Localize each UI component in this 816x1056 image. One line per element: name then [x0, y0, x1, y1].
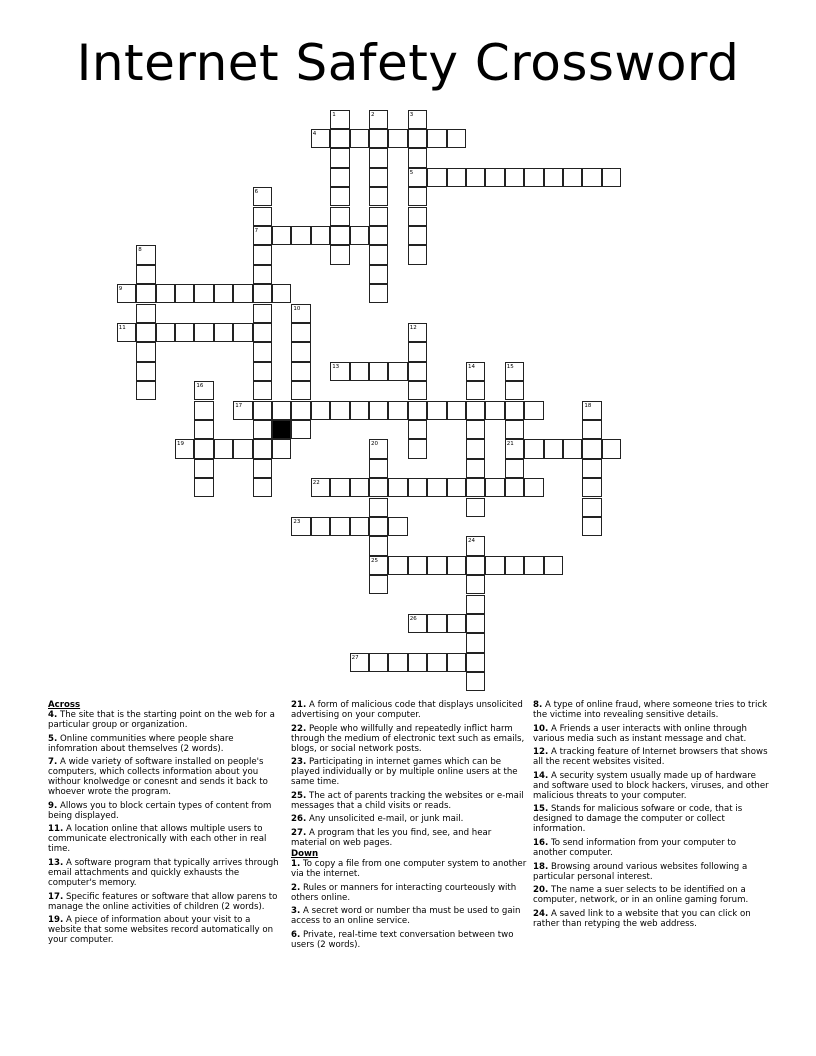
crossword-cell[interactable]: [369, 478, 388, 497]
crossword-cell[interactable]: [272, 284, 291, 303]
crossword-cell[interactable]: [408, 420, 427, 439]
clue-number-label: 24: [468, 538, 475, 545]
crossword-cell[interactable]: [369, 265, 388, 284]
crossword-cell[interactable]: [427, 556, 446, 575]
crossword-cell[interactable]: [272, 226, 291, 245]
clue-column-1: [48, 700, 284, 949]
crossword-cell[interactable]: [369, 226, 388, 245]
crossword-cell[interactable]: [350, 226, 369, 245]
clue-down-1: 1. To copy a file from one computer system to another via the internet.: [291, 858, 527, 879]
clue-down-3: 3. A secret word or number tha must be used to gain access to an online service.: [291, 906, 521, 927]
crossword-cell[interactable]: [330, 226, 349, 245]
crossword-cell[interactable]: [194, 284, 213, 303]
crossword-cell[interactable]: [369, 187, 388, 206]
crossword-cell[interactable]: [156, 284, 175, 303]
crossword-cell[interactable]: [505, 556, 524, 575]
crossword-cell[interactable]: [427, 129, 446, 148]
clue-down-24: 24. A saved link to a website that you can click on rather than retyping the web address.: [533, 908, 751, 929]
crossword-cell[interactable]: [466, 381, 485, 400]
crossword-cell[interactable]: [253, 401, 272, 420]
crossword-cell[interactable]: [544, 439, 563, 458]
crossword-cell[interactable]: [369, 362, 388, 381]
crossword-cell[interactable]: [505, 420, 524, 439]
crossword-cell[interactable]: [253, 207, 272, 226]
crossword-cell[interactable]: [369, 401, 388, 420]
crossword-cell[interactable]: [466, 556, 485, 575]
clue-across-9: 9. Allows you to block certain types of content from being displayed.: [48, 800, 272, 821]
crossword-cell[interactable]: [485, 478, 504, 497]
clue-number-label: 27: [351, 654, 359, 661]
crossword-cell[interactable]: [408, 401, 427, 420]
crossword-cell[interactable]: [253, 284, 272, 303]
clue-down-14: 14. A security system usually made up of hardware and software used to block hackers, viruses, and other malicious threats to your computer.: [533, 770, 769, 801]
crossword-cell[interactable]: [291, 226, 310, 245]
crossword-cell[interactable]: [447, 478, 466, 497]
crossword-cell[interactable]: [253, 362, 272, 381]
clue-number-label: 13: [332, 363, 340, 370]
crossword-cell[interactable]: [447, 653, 466, 672]
crossword-cell[interactable]: [408, 129, 427, 148]
crossword-cell[interactable]: [311, 226, 330, 245]
clue-across-22: 22. People who willfully and repeatedly inflict harm through the medium of electronic text such as emails, blogs, or social network posts.: [291, 723, 525, 754]
crossword-cell[interactable]: [466, 575, 485, 594]
crossword-cell[interactable]: [175, 284, 194, 303]
crossword-cell[interactable]: [602, 168, 621, 187]
clue-number-label: 9: [118, 286, 123, 293]
crossword-cell[interactable]: [369, 536, 388, 555]
crossword-cell[interactable]: [524, 168, 543, 187]
crossword-cell[interactable]: [388, 478, 407, 497]
clue-number-label: 2: [371, 111, 375, 118]
crossword-cell[interactable]: [563, 168, 582, 187]
crossword-cell[interactable]: [253, 245, 272, 264]
crossword-cell[interactable]: [253, 323, 272, 342]
across-header: Across: [48, 700, 81, 710]
clue-number-label: 14: [468, 363, 475, 370]
crossword-cell[interactable]: [466, 498, 485, 517]
clue-across-4: 4. The site that is the starting point on the web for a particular group or organization.: [48, 710, 275, 730]
crossword-cell[interactable]: [388, 401, 407, 420]
crossword-cell[interactable]: [233, 439, 252, 458]
clue-down-12: 12. A tracking feature of Internet browsers that shows all the recent websites visited.: [533, 747, 768, 768]
crossword-cell[interactable]: [408, 148, 427, 167]
crossword-cell[interactable]: [408, 556, 427, 575]
crossword-cell[interactable]: [466, 595, 485, 614]
crossword-cell[interactable]: [350, 517, 369, 536]
crossword-cell[interactable]: [427, 168, 446, 187]
crossword-block-cell: [272, 420, 291, 439]
crossword-cell[interactable]: [291, 401, 310, 420]
crossword-cell[interactable]: [427, 401, 446, 420]
crossword-cell[interactable]: [505, 168, 524, 187]
crossword-cell[interactable]: [330, 245, 349, 264]
crossword-cell[interactable]: [408, 653, 427, 672]
clue-across-11: 11. A location online that allows multiple users to communicate electronically with each other in real time.: [48, 824, 267, 855]
clue-number-label: 5: [409, 169, 414, 176]
crossword-cell[interactable]: [233, 284, 252, 303]
clue-number-label: 10: [293, 305, 301, 312]
crossword-cell[interactable]: [136, 304, 155, 323]
crossword-cell[interactable]: [253, 439, 272, 458]
crossword-cell[interactable]: [447, 168, 466, 187]
crossword-cell[interactable]: [350, 401, 369, 420]
page-title: Internet Safety Crossword: [76, 34, 740, 92]
crossword-cell[interactable]: [253, 381, 272, 400]
crossword-cell[interactable]: [194, 401, 213, 420]
clue-down-8: 8. A type of online fraud, where someone tries to trick the victime into revealing sensitive details.: [533, 700, 768, 720]
clue-number-label: 22: [312, 480, 320, 487]
clue-across-25: 25. The act of parents tracking the websites or e-mail messages that a child visits or reads.: [291, 790, 524, 811]
crossword-cell[interactable]: [466, 459, 485, 478]
clue-across-17: 17. Specific features or software that allow parens to manage the online activities of children (2 words).: [48, 891, 278, 912]
crossword-cell[interactable]: [582, 168, 601, 187]
crossword-cell[interactable]: [330, 517, 349, 536]
crossword-cell[interactable]: [388, 362, 407, 381]
crossword-cell[interactable]: [369, 168, 388, 187]
crossword-cell[interactable]: [447, 614, 466, 633]
crossword-cell[interactable]: [466, 614, 485, 633]
clue-across-13: 13. A software program that typically arrives through email attachments and quickly exhausts the computer's memory.: [48, 857, 279, 888]
clue-across-27: 27. A program that les you find, see, and hear material on web pages.: [291, 827, 492, 848]
crossword-cell[interactable]: [330, 478, 349, 497]
clue-number-label: 17: [235, 402, 243, 409]
crossword-cell[interactable]: [253, 304, 272, 323]
crossword-cell[interactable]: [194, 439, 213, 458]
crossword-cell[interactable]: [582, 517, 601, 536]
crossword-cell[interactable]: [485, 401, 504, 420]
clue-down-18: 18. Browsing around various websites following a particular personal interest.: [533, 861, 748, 882]
clue-number-label: 18: [584, 402, 592, 409]
clue-number-label: 8: [138, 247, 142, 254]
crossword-cell[interactable]: [582, 420, 601, 439]
crossword-cell[interactable]: [466, 653, 485, 672]
crossword-cell[interactable]: [291, 381, 310, 400]
clue-number-label: 16: [196, 383, 204, 390]
clue-number-label: 1: [332, 111, 336, 118]
crossword-cell[interactable]: [136, 362, 155, 381]
crossword-cell[interactable]: [524, 478, 543, 497]
crossword-cell[interactable]: [427, 653, 446, 672]
crossword-cell[interactable]: [350, 129, 369, 148]
crossword-cell[interactable]: [369, 459, 388, 478]
clue-number-label: 7: [254, 227, 259, 234]
crossword-cell[interactable]: [466, 168, 485, 187]
crossword-cell[interactable]: [330, 187, 349, 206]
crossword-cell[interactable]: [214, 284, 233, 303]
crossword-cell[interactable]: [233, 323, 252, 342]
crossword-cell[interactable]: [369, 498, 388, 517]
clue-across-23: 23. Participating in internet games which can be played individually or by multiple online users at the same time.: [291, 757, 518, 788]
clue-column-2: [291, 700, 527, 953]
crossword-cell[interactable]: [369, 245, 388, 264]
crossword-cell[interactable]: [466, 401, 485, 420]
crossword-cell[interactable]: [582, 459, 601, 478]
crossword-cell[interactable]: [291, 420, 310, 439]
crossword-cell[interactable]: [156, 323, 175, 342]
crossword-cell[interactable]: [272, 401, 291, 420]
crossword-cell[interactable]: [136, 342, 155, 361]
crossword-cell[interactable]: [350, 478, 369, 497]
crossword-cell[interactable]: [524, 556, 543, 575]
clue-down-20: 20. The name a suer selects to be identified on a computer, network, or in an online gaming forum.: [533, 885, 749, 906]
clue-down-15: 15. Stands for malicious sofware or code, that is designed to damage the computer or collect information.: [533, 804, 743, 835]
crossword-cell[interactable]: [311, 517, 330, 536]
crossword-cell[interactable]: [330, 129, 349, 148]
crossword-cell[interactable]: [388, 556, 407, 575]
crossword-cell[interactable]: [485, 168, 504, 187]
crossword-cell[interactable]: [136, 323, 155, 342]
crossword-cell[interactable]: [466, 478, 485, 497]
crossword-cell[interactable]: [505, 381, 524, 400]
clue-down-16: 16. To send information from your computer to another computer.: [533, 837, 737, 858]
clue-across-21: 21. A form of malicious code that displays unsolicited advertising on your computer.: [291, 700, 523, 720]
crossword-cell[interactable]: [253, 342, 272, 361]
crossword-cell[interactable]: [447, 556, 466, 575]
crossword-cell[interactable]: [311, 401, 330, 420]
crossword-cell[interactable]: [466, 420, 485, 439]
clue-number-label: 25: [371, 557, 378, 564]
crossword-cell[interactable]: [253, 459, 272, 478]
crossword-cell[interactable]: [369, 517, 388, 536]
crossword-cell[interactable]: [194, 323, 213, 342]
crossword-cell[interactable]: [253, 420, 272, 439]
clue-down-2: 2. Rules or manners for interacting courteously with others online.: [291, 882, 517, 903]
crossword-cell[interactable]: [505, 478, 524, 497]
crossword-cell[interactable]: [408, 187, 427, 206]
crossword-cell[interactable]: [330, 148, 349, 167]
crossword-cell[interactable]: [505, 401, 524, 420]
clue-down-6: 6. Private, real-time text conversation between two users (2 words).: [291, 929, 514, 950]
crossword-cell[interactable]: [408, 207, 427, 226]
crossword-cell[interactable]: [330, 168, 349, 187]
crossword-cell[interactable]: [388, 517, 407, 536]
clue-across-26: 26. Any unsolicited e-mail, or junk mail.: [291, 814, 464, 825]
crossword-cell[interactable]: [272, 439, 291, 458]
crossword-cell[interactable]: [524, 439, 543, 458]
crossword-cell[interactable]: [175, 323, 194, 342]
crossword-cell[interactable]: [427, 478, 446, 497]
clue-number-label: 26: [409, 615, 417, 622]
clue-number-label: 21: [506, 441, 514, 448]
crossword-cell[interactable]: [427, 614, 446, 633]
crossword-cell[interactable]: [408, 381, 427, 400]
clue-number-label: 12: [409, 324, 417, 331]
crossword-cell[interactable]: [136, 381, 155, 400]
crossword-cell[interactable]: [602, 439, 621, 458]
crossword-cell[interactable]: [330, 401, 349, 420]
crossword-cell[interactable]: [194, 478, 213, 497]
clue-column-3: [533, 700, 771, 932]
crossword-cell[interactable]: [582, 439, 601, 458]
crossword-cell[interactable]: [466, 633, 485, 652]
crossword-cell[interactable]: [408, 439, 427, 458]
crossword-cell[interactable]: [466, 439, 485, 458]
clue-number-label: 15: [506, 363, 514, 370]
crossword-cell[interactable]: [369, 207, 388, 226]
crossword-cell[interactable]: [369, 129, 388, 148]
crossword-cell[interactable]: [466, 672, 485, 691]
crossword-cell[interactable]: [369, 653, 388, 672]
clue-down-10: 10. A Friends a user interacts with online through various media such as instant message and chat.: [533, 723, 747, 744]
crossword-cell[interactable]: [582, 498, 601, 517]
crossword-cell[interactable]: [330, 207, 349, 226]
crossword-cell[interactable]: [350, 362, 369, 381]
crossword-cell[interactable]: [369, 575, 388, 594]
crossword-cell[interactable]: [408, 362, 427, 381]
crossword-cell[interactable]: [408, 342, 427, 361]
clue-across-7: 7. A wide variety of software installed on people's computers, which collects information about you withour knolwedge or conesnt and sends it back to whoever wrote the program.: [48, 757, 268, 798]
crossword-cell[interactable]: [447, 401, 466, 420]
crossword-cell[interactable]: [447, 129, 466, 148]
clue-number-label: 3: [409, 111, 414, 118]
crossword-cell[interactable]: [194, 420, 213, 439]
crossword-cell[interactable]: [369, 148, 388, 167]
crossword-cell[interactable]: [544, 168, 563, 187]
clue-number-label: 4: [312, 130, 317, 137]
crossword-cell[interactable]: [408, 245, 427, 264]
crossword-cell[interactable]: [194, 459, 213, 478]
clue-number-label: 11: [118, 324, 126, 331]
crossword-cell[interactable]: [291, 362, 310, 381]
crossword-cell[interactable]: [544, 556, 563, 575]
crossword-cell[interactable]: [253, 265, 272, 284]
crossword-cell[interactable]: [136, 265, 155, 284]
crossword-cell[interactable]: [369, 284, 388, 303]
clue-number-label: 6: [254, 189, 259, 196]
clue-number-label: 19: [177, 441, 184, 448]
crossword-cell[interactable]: [388, 653, 407, 672]
clue-number-label: 20: [371, 441, 378, 448]
clue-across-5: 5. Online communities where people share infomration about themselves (2 words).: [48, 733, 234, 754]
crossword-cell[interactable]: [388, 129, 407, 148]
down-header: Down: [291, 848, 319, 859]
crossword-cell[interactable]: [253, 478, 272, 497]
crossword-cell[interactable]: [408, 478, 427, 497]
crossword-cell[interactable]: [214, 439, 233, 458]
crossword-cell[interactable]: [291, 323, 310, 342]
crossword-cell[interactable]: [214, 323, 233, 342]
clue-across-19: 19. A piece of information about your visit to a website that some websites record automatically on your computer.: [48, 915, 274, 946]
crossword-cell[interactable]: [505, 459, 524, 478]
clue-number-label: 23: [293, 518, 301, 525]
crossword-cell[interactable]: [291, 342, 310, 361]
crossword-cell[interactable]: [136, 284, 155, 303]
crossword-cell[interactable]: [582, 478, 601, 497]
crossword-cell[interactable]: [485, 556, 504, 575]
crossword-cell[interactable]: [524, 401, 543, 420]
crossword-cell[interactable]: [408, 226, 427, 245]
crossword-cell[interactable]: [563, 439, 582, 458]
